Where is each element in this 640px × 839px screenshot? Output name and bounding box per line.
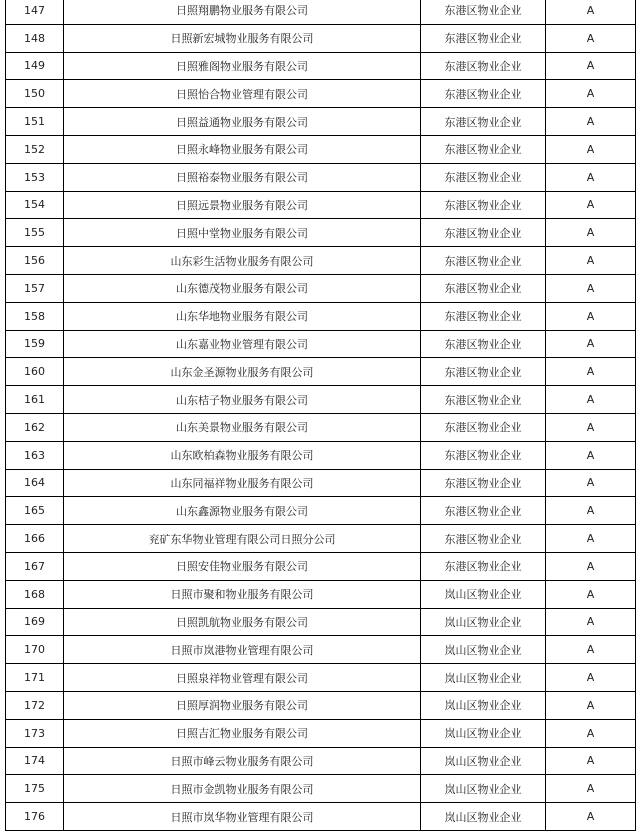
grade-cell: A: [546, 24, 636, 52]
table-body: [6, 0, 636, 830]
grade-cell: A: [546, 302, 636, 330]
row-number-cell: 156: [6, 247, 64, 275]
company-name-cell: 山东欧柏森物业服务有限公司: [64, 441, 421, 469]
company-name-cell: 日照安佳物业服务有限公司: [64, 552, 421, 580]
district-category-cell: 东港区物业企业: [421, 302, 546, 330]
district-category-cell: 东港区物业企业: [421, 469, 546, 497]
row-number-cell: 168: [6, 580, 64, 608]
grade-cell: A: [546, 719, 636, 747]
district-category-cell: 东港区物业企业: [421, 497, 546, 525]
company-name-cell: 日照市峰云物业服务有限公司: [64, 747, 421, 775]
grade-cell: A: [546, 135, 636, 163]
row-number-cell: 147: [6, 0, 64, 24]
company-name-cell: 山东金圣源物业服务有限公司: [64, 358, 421, 386]
row-number-cell: 154: [6, 191, 64, 219]
row-number-cell: 148: [6, 24, 64, 52]
district-category-cell: 岚山区物业企业: [421, 664, 546, 692]
company-name-cell: 日照市岚港物业管理有限公司: [64, 636, 421, 664]
table-row: [6, 803, 636, 831]
district-category-cell: 东港区物业企业: [421, 274, 546, 302]
company-name-cell: 山东嘉业物业管理有限公司: [64, 330, 421, 358]
company-name-cell: 日照市金凯物业服务有限公司: [64, 775, 421, 803]
company-name-cell: 日照永峰物业服务有限公司: [64, 135, 421, 163]
grade-cell: A: [546, 247, 636, 275]
company-name-cell: 日照凯航物业服务有限公司: [64, 608, 421, 636]
grade-cell: A: [546, 497, 636, 525]
row-number-cell: 159: [6, 330, 64, 358]
row-number-cell: 170: [6, 636, 64, 664]
company-name-cell: 日照怡合物业管理有限公司: [64, 80, 421, 108]
grade-cell: A: [546, 775, 636, 803]
grade-cell: A: [546, 0, 636, 24]
row-number-cell: 151: [6, 108, 64, 136]
row-number-cell: 160: [6, 358, 64, 386]
row-number-cell: 176: [6, 803, 64, 831]
company-name-cell: 山东华地物业服务有限公司: [64, 302, 421, 330]
grade-cell: A: [546, 80, 636, 108]
row-number-cell: 152: [6, 135, 64, 163]
table-row: [6, 247, 636, 275]
grade-cell: A: [546, 691, 636, 719]
grade-cell: A: [546, 330, 636, 358]
district-category-cell: 东港区物业企业: [421, 441, 546, 469]
company-name-cell: 日照中堂物业服务有限公司: [64, 219, 421, 247]
row-number-cell: 153: [6, 163, 64, 191]
grade-cell: A: [546, 580, 636, 608]
table-row: [6, 135, 636, 163]
row-number-cell: 163: [6, 441, 64, 469]
table-row: [6, 52, 636, 80]
row-number-cell: 149: [6, 52, 64, 80]
row-number-cell: 162: [6, 413, 64, 441]
row-number-cell: 155: [6, 219, 64, 247]
table-row: [6, 413, 636, 441]
company-name-cell: 日照市聚和物业服务有限公司: [64, 580, 421, 608]
company-name-cell: 山东德茂物业服务有限公司: [64, 274, 421, 302]
company-name-cell: 日照裕泰物业服务有限公司: [64, 163, 421, 191]
grade-cell: A: [546, 469, 636, 497]
district-category-cell: 岚山区物业企业: [421, 775, 546, 803]
district-category-cell: 东港区物业企业: [421, 52, 546, 80]
grade-cell: A: [546, 664, 636, 692]
table-row: [6, 274, 636, 302]
grade-cell: A: [546, 274, 636, 302]
table-row: [6, 691, 636, 719]
grade-cell: A: [546, 219, 636, 247]
table-row: [6, 191, 636, 219]
table-row: [6, 80, 636, 108]
table-row: [6, 552, 636, 580]
grade-cell: A: [546, 608, 636, 636]
district-category-cell: 东港区物业企业: [421, 0, 546, 24]
company-name-cell: 日照新宏城物业服务有限公司: [64, 24, 421, 52]
district-category-cell: 岚山区物业企业: [421, 608, 546, 636]
company-name-cell: 兖矿东华物业管理有限公司日照分公司: [64, 525, 421, 553]
grade-cell: A: [546, 747, 636, 775]
table-row: [6, 580, 636, 608]
company-name-cell: 日照远景物业服务有限公司: [64, 191, 421, 219]
table-row: [6, 219, 636, 247]
row-number-cell: 157: [6, 274, 64, 302]
company-name-cell: 山东桔子物业服务有限公司: [64, 386, 421, 414]
table-row: [6, 163, 636, 191]
company-name-cell: 日照翔鹏物业服务有限公司: [64, 0, 421, 24]
table-row: [6, 747, 636, 775]
grade-cell: A: [546, 441, 636, 469]
district-category-cell: 东港区物业企业: [421, 108, 546, 136]
row-number-cell: 150: [6, 80, 64, 108]
grade-cell: A: [546, 163, 636, 191]
district-category-cell: 岚山区物业企业: [421, 803, 546, 831]
district-category-cell: 岚山区物业企业: [421, 636, 546, 664]
table-row: [6, 775, 636, 803]
row-number-cell: 166: [6, 525, 64, 553]
company-name-cell: 日照益通物业服务有限公司: [64, 108, 421, 136]
row-number-cell: 169: [6, 608, 64, 636]
grade-cell: A: [546, 413, 636, 441]
district-category-cell: 东港区物业企业: [421, 219, 546, 247]
district-category-cell: 岚山区物业企业: [421, 719, 546, 747]
district-category-cell: 东港区物业企业: [421, 413, 546, 441]
table-row: [6, 469, 636, 497]
table-row: [6, 441, 636, 469]
table-row: [6, 24, 636, 52]
company-name-cell: 山东鑫源物业服务有限公司: [64, 497, 421, 525]
table-row: [6, 330, 636, 358]
row-number-cell: 174: [6, 747, 64, 775]
grade-cell: A: [546, 386, 636, 414]
grade-cell: A: [546, 52, 636, 80]
table-row: [6, 497, 636, 525]
table-row: [6, 0, 636, 24]
row-number-cell: 158: [6, 302, 64, 330]
table-row: [6, 636, 636, 664]
row-number-cell: 171: [6, 664, 64, 692]
enterprise-table: [5, 0, 636, 831]
district-category-cell: 东港区物业企业: [421, 330, 546, 358]
table-row: [6, 664, 636, 692]
table-row: [6, 608, 636, 636]
company-name-cell: 山东美景物业服务有限公司: [64, 413, 421, 441]
district-category-cell: 东港区物业企业: [421, 163, 546, 191]
row-number-cell: 172: [6, 691, 64, 719]
company-name-cell: 日照厚润物业服务有限公司: [64, 691, 421, 719]
district-category-cell: 东港区物业企业: [421, 135, 546, 163]
district-category-cell: 东港区物业企业: [421, 80, 546, 108]
grade-cell: A: [546, 636, 636, 664]
row-number-cell: 167: [6, 552, 64, 580]
row-number-cell: 175: [6, 775, 64, 803]
table-row: [6, 108, 636, 136]
grade-cell: A: [546, 803, 636, 831]
grade-cell: A: [546, 525, 636, 553]
row-number-cell: 164: [6, 469, 64, 497]
company-name-cell: 日照雅阁物业服务有限公司: [64, 52, 421, 80]
district-category-cell: 岚山区物业企业: [421, 580, 546, 608]
row-number-cell: 173: [6, 719, 64, 747]
grade-cell: A: [546, 108, 636, 136]
row-number-cell: 165: [6, 497, 64, 525]
table-row: [6, 302, 636, 330]
district-category-cell: 东港区物业企业: [421, 552, 546, 580]
company-name-cell: 山东同福祥物业服务有限公司: [64, 469, 421, 497]
district-category-cell: 东港区物业企业: [421, 191, 546, 219]
company-name-cell: 日照吉汇物业服务有限公司: [64, 719, 421, 747]
district-category-cell: 东港区物业企业: [421, 358, 546, 386]
company-name-cell: 山东彩生活物业服务有限公司: [64, 247, 421, 275]
district-category-cell: 东港区物业企业: [421, 24, 546, 52]
table-row: [6, 525, 636, 553]
table-row: [6, 719, 636, 747]
table-row: [6, 358, 636, 386]
district-category-cell: 岚山区物业企业: [421, 747, 546, 775]
district-category-cell: 东港区物业企业: [421, 386, 546, 414]
grade-cell: A: [546, 552, 636, 580]
grade-cell: A: [546, 358, 636, 386]
table-row: [6, 386, 636, 414]
district-category-cell: 东港区物业企业: [421, 525, 546, 553]
company-name-cell: 日照泉祥物业管理有限公司: [64, 664, 421, 692]
row-number-cell: 161: [6, 386, 64, 414]
grade-cell: A: [546, 191, 636, 219]
district-category-cell: 东港区物业企业: [421, 247, 546, 275]
district-category-cell: 岚山区物业企业: [421, 691, 546, 719]
company-name-cell: 日照市岚华物业管理有限公司: [64, 803, 421, 831]
